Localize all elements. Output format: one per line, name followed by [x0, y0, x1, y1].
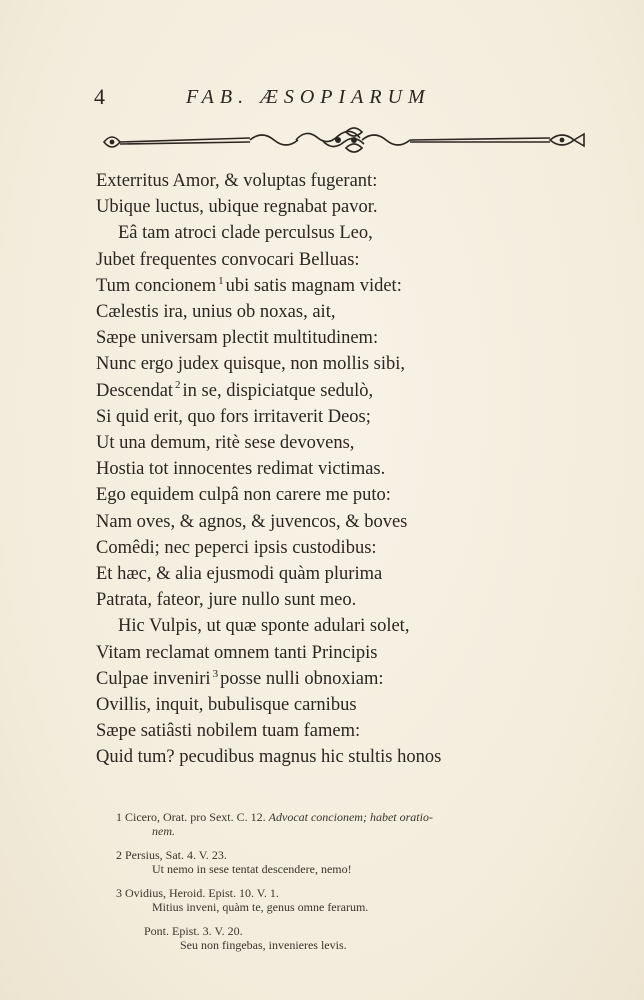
verse-line: Ubique luctus, ubique regnabat pavor. — [96, 197, 378, 218]
verse-line: Cælestis ira, unius ob noxas, ait, — [96, 302, 336, 323]
verse-line: Quid tum? pecudibus magnus hic stultis honos — [96, 747, 442, 768]
footnote-number: 2 — [116, 848, 122, 862]
verse-line: Hic Vulpis, ut quæ sponte adulari solet, — [118, 616, 410, 637]
footnote-marker: 3 — [212, 667, 219, 680]
footnote-citation: Pont. Epist. 3. V. 20. — [144, 924, 243, 938]
verse-line: Ut una demum, ritè sese devovens, — [96, 433, 355, 454]
verse-text: Tum concionem — [96, 275, 217, 296]
ornamental-rule-icon — [100, 122, 592, 158]
page-number: 4 — [94, 84, 105, 109]
footnote-quote: nem. — [152, 824, 175, 838]
verse-body — [96, 168, 566, 771]
verse-line: Comêdi; nec peperci ipsis custodibus: — [96, 537, 377, 558]
verse-line — [96, 666, 566, 692]
footnotes — [116, 810, 586, 962]
verse-line: Sæpe universam plectit multitudinem: — [96, 328, 379, 349]
footnote-quote: Advocat concionem; habet oratio- — [268, 810, 433, 824]
footnote-quote: Mitius inveni, quàm te, genus omne ferarum. — [152, 900, 369, 914]
verse-line: Hostia tot innocentes redimat victimas. — [96, 459, 386, 480]
verse-text: in se, dispiciatque sedulò, — [182, 380, 374, 401]
verse-line — [96, 378, 566, 404]
footnote-citation: Ovidius, Heroid. Epist. 10. V. 1. — [125, 886, 279, 900]
verse-text: Descendat — [96, 380, 174, 401]
verse-text: Culpae inveniri — [96, 668, 211, 689]
verse-line: Eâ tam atroci clade perculsus Leo, — [118, 223, 373, 244]
verse-text: posse nulli obnoxiam: — [220, 668, 384, 689]
verse-line: Nam oves, & agnos, & juvencos, & boves — [96, 511, 408, 532]
verse-line: Nunc ergo judex quisque, non mollis sibi, — [96, 354, 405, 375]
footnote-quote: Seu non fingebas, invenieres levis. — [180, 938, 347, 952]
footnote-citation: Persius, Sat. 4. V. 23. — [125, 848, 227, 862]
footnote — [116, 886, 586, 914]
footnote-marker: 1 — [218, 274, 224, 287]
verse-line: Si quid erit, quo fors irritaverit Deos; — [96, 406, 371, 427]
verse-line: Ego equidem culpâ non carere me puto: — [96, 485, 391, 506]
footnote — [116, 848, 586, 876]
footnote-marker: 2 — [175, 379, 181, 392]
verse-line — [96, 273, 566, 299]
verse-line: Ovillis, inquit, bubulisque carnibus — [96, 695, 357, 716]
verse-line: Et hæc, & alia ejusmodi quàm plurima — [96, 564, 383, 585]
page-header — [94, 84, 514, 114]
verse-line: Jubet frequentes convocari Belluas: — [96, 249, 360, 270]
footnote-number: 3 — [116, 886, 122, 900]
footnote — [116, 810, 586, 838]
verse-line: Vitam reclamat omnem tanti Principis — [96, 642, 378, 663]
verse-line: Patrata, fateor, jure nullo sunt meo. — [96, 590, 357, 611]
verse-line: Exterritus Amor, & voluptas fugerant: — [96, 171, 378, 191]
footnote-number: 1 — [116, 810, 122, 824]
footnote-citation: Cicero, Orat. pro Sext. C. 12. — [125, 810, 266, 824]
footnote — [116, 924, 586, 952]
verse-text: ubi satis magnam videt: — [225, 275, 402, 296]
verse-line: Sæpe satiâsti nobilem tuam famem: — [96, 721, 361, 742]
footnote-quote: Ut nemo in sese tentat descendere, nemo! — [152, 862, 352, 876]
running-head: FAB. ÆSOPIARUM — [186, 86, 431, 108]
